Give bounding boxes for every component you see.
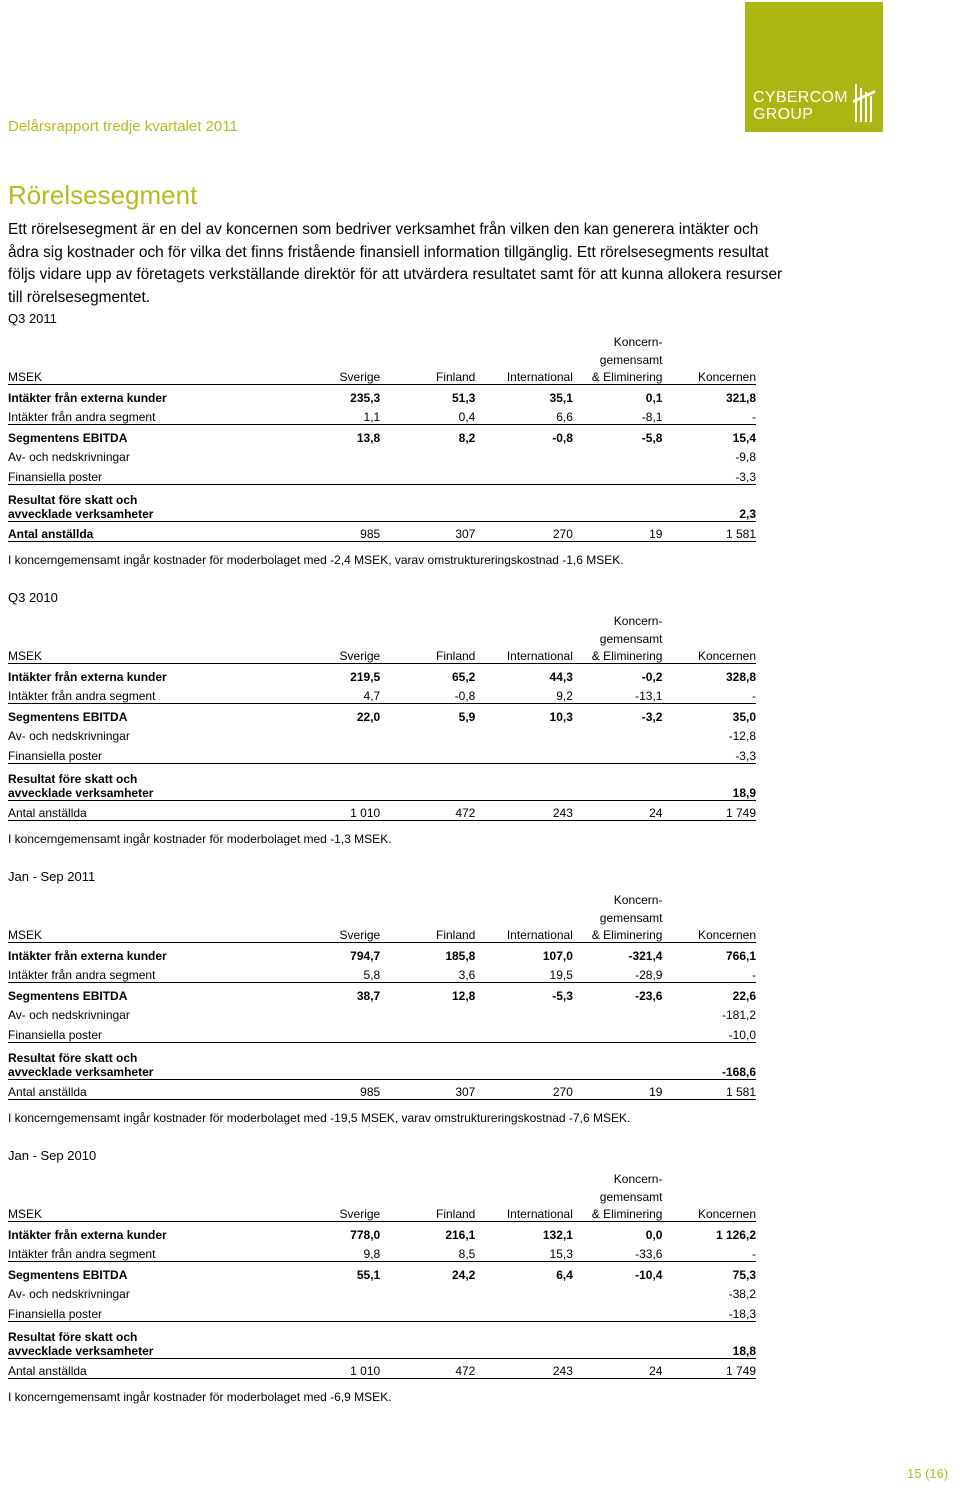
row-finansiella <box>8 464 756 484</box>
row-finansiella <box>8 1301 756 1321</box>
cell-value: 18,9 <box>662 763 756 800</box>
cell-value: 132,1 <box>542 1227 573 1242</box>
cell-value: 0,4 <box>380 405 475 425</box>
period-heading: Q3 2010 <box>8 590 58 605</box>
row-label: Segmentens EBITDA <box>8 709 128 724</box>
cell-value: 307 <box>380 1079 475 1100</box>
row-ebitda <box>8 425 756 445</box>
row-externa <box>8 385 756 405</box>
logo-line-1: CYBERCOM <box>753 89 848 106</box>
col-koncerngemensamt: & Eliminering <box>591 928 663 942</box>
cell-value: 216,1 <box>445 1227 476 1242</box>
intro-paragraph <box>8 219 898 309</box>
cell-value: 6,6 <box>475 405 573 425</box>
row-label: Finansiella poster <box>8 743 305 763</box>
footnote: I koncerngemensamt ingår kostnader för moderbolaget med -6,9 MSEK. <box>8 1390 392 1404</box>
cell-value: -0,8 <box>552 430 573 445</box>
row-ebitda <box>8 983 756 1003</box>
cell-value: 8,5 <box>380 1242 475 1262</box>
row-label: Intäkter från externa kunder <box>8 1227 167 1242</box>
cell-value: 35,0 <box>732 709 756 724</box>
col-international: International <box>506 649 573 663</box>
row-avskrivningar <box>8 1003 756 1023</box>
cell-value: -321,4 <box>628 948 663 963</box>
cell-value: - <box>662 963 756 983</box>
intro-line: Ett rörelsesegment är en del av koncernen som bedriver verksamhet från vilken den kan generera intäkter och <box>8 221 759 238</box>
cell-value: -9,8 <box>735 450 756 464</box>
row-label: avvecklade verksamheter <box>8 506 154 521</box>
row-label: Intäkter från externa kunder <box>8 390 167 405</box>
cell-value: 4,7 <box>305 684 380 704</box>
row-label: Av- och nedskrivningar <box>8 1287 130 1301</box>
row-label: Segmentens EBITDA <box>8 1267 128 1282</box>
col-international: International <box>506 370 573 384</box>
koncern-header-line1: Koncern- <box>613 614 663 628</box>
col-koncerngemensamt: & Eliminering <box>591 649 663 663</box>
row-externa <box>8 943 756 963</box>
cell-value: 12,8 <box>452 988 476 1003</box>
cell-value: 185,8 <box>445 948 476 963</box>
row-label: Finansiella poster <box>8 1022 305 1042</box>
cell-value: - <box>662 1242 756 1262</box>
footnote: I koncerngemensamt ingår kostnader för moderbolaget med -19,5 MSEK, varav omstruktureringskostnad -7,6 MSEK. <box>8 1111 631 1125</box>
row-resultat <box>8 1042 756 1079</box>
row-label: Resultat före skatt och <box>8 1050 138 1065</box>
cell-value: 270 <box>475 521 573 542</box>
koncern-header-line2: gemensamt <box>599 632 663 646</box>
cell-value: -3,3 <box>662 743 756 763</box>
cell-value: -5,3 <box>552 988 573 1003</box>
cell-value: 1 749 <box>662 1358 756 1379</box>
row-label: Segmentens EBITDA <box>8 988 128 1003</box>
segment-table-block <box>8 869 756 1125</box>
col-koncerngemensamt: & Eliminering <box>591 1207 663 1221</box>
row-label: Intäkter från andra segment <box>8 684 305 704</box>
cell-value: 1 581 <box>662 521 756 542</box>
cell-value: 44,3 <box>549 669 573 684</box>
col-koncernen: Koncernen <box>697 370 756 384</box>
cell-value: 270 <box>475 1079 573 1100</box>
row-ebitda <box>8 704 756 724</box>
cell-value: 778,0 <box>350 1227 381 1242</box>
cell-value: -38,2 <box>728 1287 756 1301</box>
cell-value: -23,6 <box>635 988 663 1003</box>
row-andra <box>8 405 756 425</box>
row-avskrivningar <box>8 1282 756 1302</box>
row-label: avvecklade verksamheter <box>8 785 154 800</box>
col-msek: MSEK <box>8 649 43 663</box>
cell-value: 219,5 <box>350 669 381 684</box>
cell-value: 794,7 <box>350 948 381 963</box>
cell-value: 22,0 <box>356 709 381 724</box>
cell-value: 65,2 <box>452 669 476 684</box>
cell-value: 1,1 <box>305 405 380 425</box>
cell-value: 18,8 <box>662 1321 756 1358</box>
row-label: avvecklade verksamheter <box>8 1064 154 1079</box>
cell-value: -28,9 <box>573 963 663 983</box>
cell-value: -0,2 <box>641 669 663 684</box>
period-heading: Jan - Sep 2011 <box>8 869 96 884</box>
segment-table-block <box>8 1148 756 1404</box>
cell-value: -181,2 <box>721 1008 756 1022</box>
row-andra <box>8 963 756 983</box>
row-ebitda <box>8 1262 756 1282</box>
logo-text <box>753 90 848 123</box>
row-label: Resultat före skatt och <box>8 771 138 786</box>
cell-value: 35,1 <box>549 390 573 405</box>
row-label: Antal anställda <box>8 1358 305 1379</box>
intro-line: till rörelsesegmentet. <box>8 288 150 306</box>
column-header-row <box>8 1204 756 1222</box>
cell-value: -8,1 <box>573 405 663 425</box>
cell-value: 2,3 <box>662 484 756 521</box>
koncern-header-line2: gemensamt <box>599 911 663 925</box>
cell-value: 1 581 <box>662 1079 756 1100</box>
cell-value: 472 <box>380 800 475 821</box>
intro-line: följs vidare upp av företagets verkställande direktör för att utvärdera resultatet samt för att kunna allokera resurser <box>8 266 783 284</box>
cell-value: 15,4 <box>732 430 756 445</box>
cell-value: 0,0 <box>645 1227 663 1242</box>
cell-value: 472 <box>380 1358 475 1379</box>
cell-value: 1 010 <box>305 1358 380 1379</box>
col-finland: Finland <box>436 370 476 384</box>
cell-value: - <box>662 405 756 425</box>
col-koncernen: Koncernen <box>697 928 756 942</box>
col-sverige: Sverige <box>339 928 381 942</box>
cell-value: -168,6 <box>662 1042 756 1079</box>
period-heading: Q3 2011 <box>8 311 57 326</box>
cell-value: 8,2 <box>458 430 476 445</box>
section-title: Rörelsesegment <box>8 180 198 210</box>
row-finansiella <box>8 1022 756 1042</box>
cell-value: 75,3 <box>732 1267 756 1282</box>
column-header-row <box>8 646 756 664</box>
row-label: Finansiella poster <box>8 1301 305 1321</box>
cybercom-logo <box>745 2 883 132</box>
segment-table-block <box>8 311 756 567</box>
row-anstallda <box>8 800 756 821</box>
row-label: Antal anställda <box>8 800 305 821</box>
row-resultat <box>8 763 756 800</box>
row-label: Intäkter från andra segment <box>8 963 305 983</box>
row-label: Av- och nedskrivningar <box>8 729 130 743</box>
cell-value: 5,8 <box>305 963 380 983</box>
row-externa <box>8 664 756 684</box>
cell-value: 243 <box>475 1358 573 1379</box>
column-header-row <box>8 925 756 943</box>
cell-value: -3,2 <box>641 709 663 724</box>
row-anstallda <box>8 1079 756 1100</box>
cell-value: 22,6 <box>732 988 756 1003</box>
cell-value: -12,8 <box>728 729 756 743</box>
cell-value: 15,3 <box>475 1242 573 1262</box>
intro-line: ådra sig kostnader och för vilka det finns fristående finansiell information tillgänglig. Ett rörelsesegments resultat <box>8 243 769 261</box>
row-label: Intäkter från andra segment <box>8 405 305 425</box>
cell-value: 24 <box>573 800 663 821</box>
row-label: Intäkter från externa kunder <box>8 948 167 963</box>
row-label: Intäkter från externa kunder <box>8 669 167 684</box>
row-label: Finansiella poster <box>8 464 305 484</box>
cell-value: 6,4 <box>556 1267 573 1282</box>
col-finland: Finland <box>436 649 476 663</box>
cell-value: 235,3 <box>350 390 381 405</box>
footnote: I koncerngemensamt ingår kostnader för moderbolaget med -1,3 MSEK. <box>8 832 392 846</box>
cell-value: 1 749 <box>662 800 756 821</box>
cell-value: 9,8 <box>305 1242 380 1262</box>
row-label: Av- och nedskrivningar <box>8 450 130 464</box>
report-title: Delårsrapport tredje kvartalet 2011 <box>8 118 238 135</box>
row-label: Resultat före skatt och <box>8 492 138 507</box>
cell-value: -33,6 <box>573 1242 663 1262</box>
row-avskrivningar <box>8 724 756 744</box>
cell-value: 38,7 <box>356 988 381 1003</box>
cell-value: -13,1 <box>573 684 663 704</box>
cell-value: 328,8 <box>725 669 756 684</box>
koncern-header-line1: Koncern- <box>613 1172 663 1186</box>
col-international: International <box>506 928 573 942</box>
col-koncernen: Koncernen <box>697 1207 756 1221</box>
cell-value: 19 <box>573 521 663 542</box>
cell-value: 5,9 <box>458 709 476 724</box>
col-sverige: Sverige <box>339 1207 381 1221</box>
cell-value: 24 <box>573 1358 663 1379</box>
col-finland: Finland <box>436 1207 476 1221</box>
row-externa <box>8 1222 756 1242</box>
period-heading: Jan - Sep 2010 <box>8 1148 97 1163</box>
koncern-header-line2: gemensamt <box>599 353 663 367</box>
row-andra <box>8 1242 756 1262</box>
row-label: Intäkter från andra segment <box>8 1242 305 1262</box>
cell-value: 10,3 <box>549 709 573 724</box>
cell-value: 321,8 <box>725 390 756 405</box>
cell-value: -10,4 <box>635 1267 663 1282</box>
cell-value: 55,1 <box>356 1267 381 1282</box>
cell-value: 107,0 <box>542 948 573 963</box>
col-msek: MSEK <box>8 370 43 384</box>
koncern-header-line1: Koncern- <box>613 335 663 349</box>
page-number: 15 (16) <box>907 1466 949 1481</box>
segment-table <box>8 889 756 1100</box>
row-label: Resultat före skatt och <box>8 1329 138 1344</box>
cell-value: -0,8 <box>380 684 475 704</box>
row-avskrivningar <box>8 445 756 465</box>
footnote: I koncerngemensamt ingår kostnader för moderbolaget med -2,4 MSEK, varav omstruktureringskostnad -1,6 MSEK. <box>8 553 624 567</box>
col-msek: MSEK <box>8 1207 43 1221</box>
logo-mark-icon <box>853 84 875 122</box>
row-label: Antal anställda <box>8 1079 305 1100</box>
cell-value: -5,8 <box>641 430 663 445</box>
cell-value: -3,3 <box>662 464 756 484</box>
cell-value: 9,2 <box>475 684 573 704</box>
cell-value: -10,0 <box>662 1022 756 1042</box>
col-international: International <box>506 1207 573 1221</box>
cell-value: 985 <box>305 1079 380 1100</box>
segment-table <box>8 1168 756 1379</box>
cell-value: 1 126,2 <box>715 1227 756 1242</box>
cell-value: 0,1 <box>645 390 663 405</box>
cell-value: 51,3 <box>452 390 476 405</box>
cell-value: 19 <box>573 1079 663 1100</box>
col-koncerngemensamt: & Eliminering <box>591 370 663 384</box>
cell-value: 985 <box>305 521 380 542</box>
row-resultat <box>8 484 756 521</box>
row-label: Av- och nedskrivningar <box>8 1008 130 1022</box>
koncern-header-line1: Koncern- <box>613 893 663 907</box>
segment-table-block <box>8 590 756 846</box>
cell-value: 307 <box>380 521 475 542</box>
row-label: Antal anställda <box>8 521 305 542</box>
cell-value: 243 <box>475 800 573 821</box>
col-finland: Finland <box>436 928 476 942</box>
cell-value: -18,3 <box>662 1301 756 1321</box>
col-sverige: Sverige <box>339 370 381 384</box>
row-andra <box>8 684 756 704</box>
row-finansiella <box>8 743 756 763</box>
col-msek: MSEK <box>8 928 43 942</box>
cell-value: 19,5 <box>475 963 573 983</box>
koncern-header-line2: gemensamt <box>599 1190 663 1204</box>
column-header-row <box>8 367 756 385</box>
cell-value: 1 010 <box>305 800 380 821</box>
cell-value: 24,2 <box>452 1267 476 1282</box>
cell-value: 766,1 <box>725 948 756 963</box>
logo-line-2: GROUP <box>753 106 814 123</box>
cell-value: - <box>662 684 756 704</box>
col-sverige: Sverige <box>339 649 381 663</box>
row-anstallda <box>8 521 756 542</box>
segment-table <box>8 331 756 542</box>
row-label: Segmentens EBITDA <box>8 430 128 445</box>
segment-table <box>8 610 756 821</box>
row-anstallda <box>8 1358 756 1379</box>
col-koncernen: Koncernen <box>697 649 756 663</box>
cell-value: 13,8 <box>356 430 381 445</box>
row-label: avvecklade verksamheter <box>8 1343 154 1358</box>
cell-value: 3,6 <box>380 963 475 983</box>
row-resultat <box>8 1321 756 1358</box>
